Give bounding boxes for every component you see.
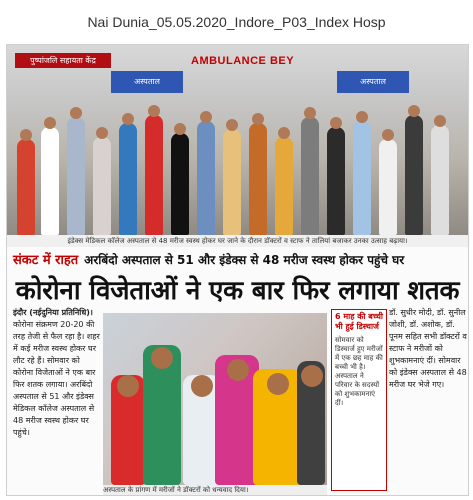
main-headline: कोरोना विजेताओं ने एक बार फिर लगाया शतक (15, 276, 460, 306)
sidebar-title: 6 माह की बच्ची भी हुई डिस्चार्ज (335, 312, 383, 331)
ambulance-bay-sign: AMBULANCE BEY (191, 55, 295, 67)
document-title: Nai Dunia_05.05.2020_Indore_P03_Index Hosp (87, 14, 386, 30)
headline-bar (7, 247, 468, 271)
right-column: डॉ. सुधीर मोदी, डॉ. सुनील जोशी, डॉ. अशोक, डॉ. पूनम सहित सभी डॉक्टरों व स्टाफ ने मरीजों को शुभकामनाएं दीं। सोमवार को इंडेक्स अस्पताल से 48 मरीज घर भेजे गए। (389, 308, 467, 389)
headline-kicker: संकट में राहत (13, 253, 79, 268)
headline-subhead: अरबिंदो अस्पताल से 51 और इंडेक्स से 48 मरीज स्वस्थ होकर पहुंचे घर (84, 252, 405, 267)
left-column-text: कोरोना संक्रमण 20-20 की तरह तेजी से फैल रहा है। शहर में कई मरीज स्वस्थ होकर घर लौट रहे हैं। सोमवार को कोरोना विजेताओं ने एक बार फिर शतक लगाया। अरबिंदो अस्पताल से 51 और इंडेक्स मेडिकल कॉलेज अस्पताल से 48 मरीज स्वस्थ होकर घर पहुंचे। (13, 320, 100, 437)
bottom-photo (103, 313, 327, 485)
sidebar-text: सोमवार को डिस्चार्ज हुए मरीजों में एक छह माह की बच्ची भी है। अस्पताल ने परिवार के सदस्यों को शुभकामनाएं दीं। (335, 336, 383, 407)
sidebar-box (331, 309, 387, 491)
banner-left: पुष्पांजलि सहायता केंद्र (15, 53, 111, 68)
newspaper-clipping (6, 44, 469, 496)
hospital-sign-right: अस्पताल (337, 71, 409, 93)
top-photo (7, 45, 468, 235)
dateline: इंदौर (नईदुनिया प्रतिनिधि)। (13, 308, 93, 317)
hospital-sign-left: अस्पताल (111, 71, 183, 93)
bottom-strip-text: अस्पताल के प्रांगण में मरीजों ने डॉक्टरों को धन्यवाद दिया। (103, 485, 327, 495)
top-photo-caption: इंडेक्स मेडिकल कॉलेज अस्पताल से 48 मरीज स्वस्थ होकर घर जाने के दौरान डॉक्टरों व स्टाफ ने तालियां बजाकर उनका उत्साह बढ़ाया। (7, 235, 468, 247)
left-column (13, 307, 101, 495)
people-group (7, 95, 468, 235)
